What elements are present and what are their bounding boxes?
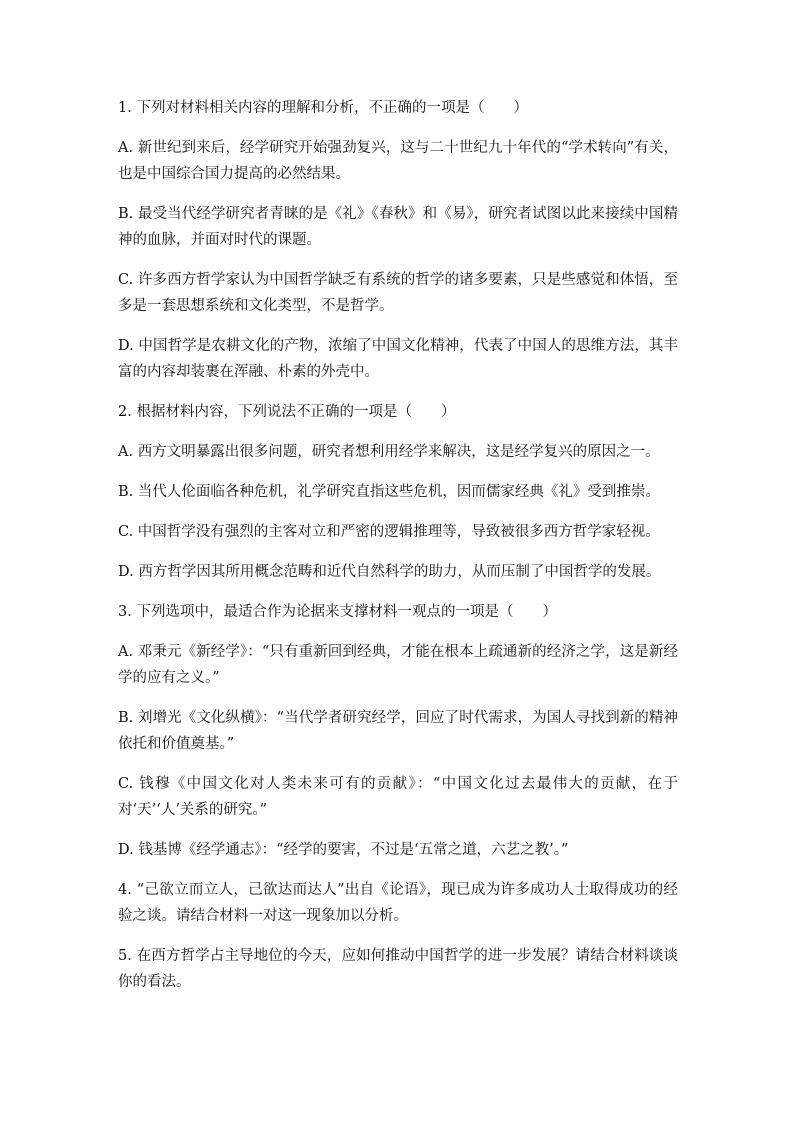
question-1-option-c: C. 许多西方哲学家认为中国哲学缺乏有系统的哲学的诸多要素，只是些感觉和体悟，至多是一套思想系统和文化类型，不是哲学。 — [118, 272, 678, 314]
question-3-option-b: B. 刘增光《文化纵横》：“当代学者研究经学，回应了时代需求，为国人寻找到新的精神依托和价值奠基。” — [118, 710, 678, 752]
question-2-option-d: D. 西方哲学因其所用概念范畴和近代自然科学的助力，从而压制了中国哲学的发展。 — [118, 564, 661, 580]
question-4-stem: 4. “己欲立而立人，己欲达而达人”出自《论语》，现已成为许多成功人士取得成功的经验之谈。请结合材料一对这一现象加以分析。 — [118, 882, 678, 924]
question-3-option-c: C. 钱穆《中国文化对人类未来可有的贡献》：“中国文化过去最伟大的贡献，在于对‘天’‘人’关系的研究。” — [118, 776, 678, 818]
question-2-stem: 2. 根据材料内容，下列说法不正确的一项是（ ） — [118, 404, 456, 420]
question-2-option-a: A. 西方文明暴露出很多问题，研究者想利用经学来解决，这是经学复兴的原因之一。 — [118, 444, 660, 460]
document-page — [118, 95, 678, 1009]
question-2-option-b: B. 当代人伦面临各种危机，礼学研究直指这些危机，因而儒家经典《礼》受到推崇。 — [118, 484, 660, 500]
question-3-option-d: D. 钱基博《经学通志》：“经学的要害，不过是‘五常之道，六艺之教’。” — [118, 842, 569, 858]
question-3-stem: 3. 下列选项中，最适合作为论据来支撑材料一观点的一项是（ ） — [118, 604, 557, 620]
question-2-option-c: C. 中国哲学没有强烈的主客对立和严密的逻辑推理等，导致被很多西方哲学家轻视。 — [118, 524, 660, 540]
question-3-option-a: A. 邓秉元《新经学》：“只有重新回到经典，才能在根本上疏通新的经济之学，这是新经学的应有之义。” — [118, 644, 678, 686]
question-1-option-d: D. 中国哲学是农耕文化的产物，浓缩了中国文化精神，代表了中国人的思维方法，其丰富的内容却装裹在浑融、朴素的外壳中。 — [118, 338, 678, 380]
question-1-stem: 1. 下列对材料相关内容的理解和分析，不正确的一项是（ ） — [118, 100, 528, 116]
question-1-option-b: B. 最受当代经学研究者青睐的是《礼》《春秋》和《易》，研究者试图以此来接续中国精神的血脉，并面对时代的课题。 — [118, 206, 678, 248]
question-5-stem: 5. 在西方哲学占主导地位的今天，应如何推动中国哲学的进一步发展？请结合材料谈谈你的看法。 — [118, 948, 678, 990]
question-1-option-a: A. 新世纪到来后，经学研究开始强劲复兴，这与二十世纪九十年代的“学术转向”有关，也是中国综合国力提高的必然结果。 — [118, 140, 678, 182]
